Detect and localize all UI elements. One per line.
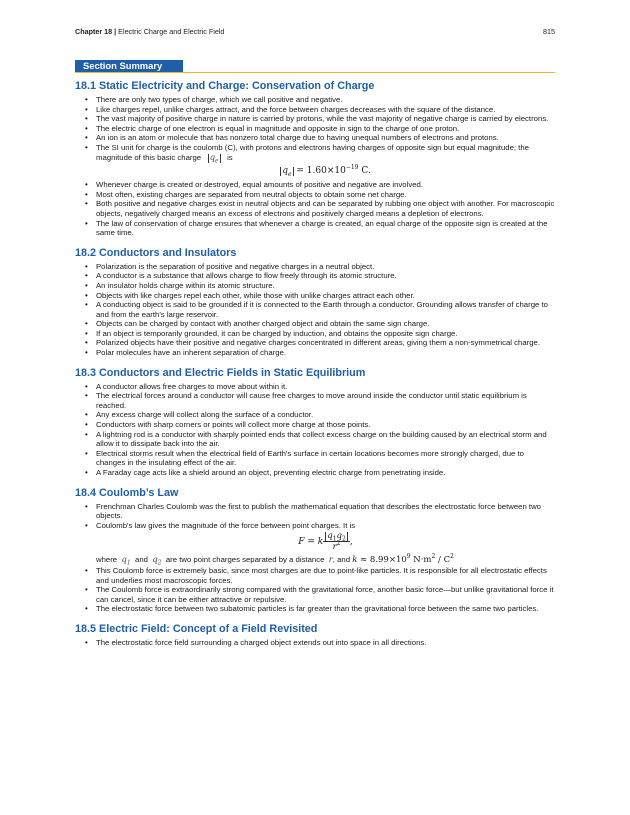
list-item: • A conducting object is said to be grounded if it is connected to the Earth through a conductor. Grounding allows transfer of charge to and from the earth's large reservoir. [75,300,555,319]
section-18-4 [75,487,555,614]
list-item: • The Coulomb force is extraordinarily strong compared with the gravitational force, another basic force—but unlike gravitational force it can cancel, since it can be either attractive or repulsive. [75,585,555,604]
section-18-1 [75,80,555,238]
list-item: • Polarization is the separation of positive and negative charges in a neutral object. [75,262,555,272]
section-title: 18.2 Conductors and Insulators [75,246,237,259]
section-summary-title: Section Summary [75,60,183,72]
page-number: 815 [543,27,555,36]
section-18-3 [75,367,555,478]
list-item: • Like charges repel, unlike charges attract, and the force between charges decreases with the square of the distance. [75,105,555,115]
r-symbol: r [328,555,333,566]
bullet-list [75,262,555,358]
coulomb-formula: F = k $\frac{q_1q_2}{r^2}$ , [298,531,353,553]
list-item: • Any excess charge will collect along the surface of a conductor. [75,410,555,420]
chapter-title: Electric Charge and Electric Field [118,27,225,36]
qe-exponent: −19 [345,164,359,172]
list-item: • If an object is temporarily grounded, it can be charged by induction, and obtains the opposite sign charge. [75,329,555,339]
list-item-text: is [227,152,233,162]
q2-symbol: $q_2$ [152,555,162,568]
section-title: 18.3 Conductors and Electric Fields in Static Equilibrium [75,366,366,379]
bullet-list [75,502,555,614]
list-item: • Both positive and negative charges exist in neutral objects and can be separated by rubbing one object with another. For macroscopic objects, negatively charged means an excess of electrons and positively charged means a depletion of electrons. [75,199,555,218]
section-title: 18.1 Static Electricity and Charge: Conservation of Charge [75,80,375,92]
variable-definitions: where $q_1$ and $q_2$ are two point charges separated by a distance r, and $k \approx 8.99\times 10^9$ $N\cdot m^2 / C^2$ [96,553,454,568]
bullet-list [75,382,555,478]
qe-unit: C. [361,166,371,177]
k-constant: $k \approx 8.99\times 10^9$ $N\cdot m^2 / C^2$ [352,553,454,566]
section-18-2 [75,247,555,358]
list-item [75,143,555,178]
section-title: 18.5 Electric Field: Concept of a Field Revisited [75,622,318,635]
list-item-text: Coulomb's law gives the magnitude of the force between point charges. It is [96,520,356,530]
list-item-text: The SI unit for charge is the coulomb (C), with protons and electrons having charges of opposite sign but equal magnitude; the magnitude of this basic charge [96,142,529,162]
list-item: • Objects can be charged by contact with another charged object and obtain the same sign charge. [75,319,555,329]
list-item: • Objects with like charges repel each other, while those with unlike charges attract each other. [75,291,555,301]
summary-content [75,80,555,648]
list-item: • The vast majority of positive charge in nature is carried by protons, while the vast majority of negative charge is carried by electrons. [75,114,555,124]
list-item: • There are only two types of charge, which we call positive and negative. [75,95,555,105]
list-item: • Frenchman Charles Coulomb was the first to publish the mathematical equation that describes the electrostatic force between two objects. [75,502,555,521]
qe-value: 1.60×10 [306,166,346,177]
list-item: • Electrical storms result when the electrical field of Earth's surface in certain locations becomes more strongly charged, due to changes in the insulating effect of the air. [75,449,555,468]
bullet-list [75,638,555,648]
section-summary-bar [75,60,555,73]
list-item: • Conductors with sharp corners or points will collect more charge at those points. [75,420,555,430]
list-item: • This Coulomb force is extremely basic, since most charges are due to point-like particles. It is responsible for all electrostatic effects and underlies most macroscopic forces. [75,566,555,585]
section-18-5 [75,623,555,648]
list-item: • The electrical forces around a conductor will cause free charges to move around inside the conductor until static equilibrium is reached. [75,391,555,410]
chapter-label: Chapter 18 [75,27,113,36]
q1-symbol: $q_1$ [121,555,131,568]
list-item: • The electric charge of one electron is equal in magnitude and opposite in sign to the charge of one proton. [75,124,555,134]
charge-formula: $q_e = 1.60\times 10^{-19}$ C. [282,164,371,178]
bullet-list [75,95,555,238]
list-item: • The electrostatic force between two subatomic particles is far greater than the gravitational force between the same two particles. [75,604,555,614]
qe-symbol: $q_e$ [209,152,219,165]
chapter-heading [75,27,224,36]
list-item [75,521,555,566]
list-item: • A conductor allows free charges to move about within it. [75,382,555,392]
list-item: • The law of conservation of charge ensures that whenever a charge is created, an equal charge of the opposite sign is created at the same time. [75,219,555,238]
list-item: • The electrostatic force field surrounding a charged object extends out into space in all directions. [75,638,555,648]
list-item: • Most often, existing charges are separated from neutral objects to obtain some net charge. [75,190,555,200]
section-title: 18.4 Coulomb’s Law [75,486,179,499]
list-item: • An ion is an atom or molecule that has nonzero total charge due to having unequal numbers of electrons and protons. [75,133,555,143]
list-item: • A lightning rod is a conductor with sharply pointed ends that collect excess charge on the building caused by an electrical storm and allow it to dissipate back into the air. [75,430,555,449]
list-item: • An insulator holds charge within its atomic structure. [75,281,555,291]
list-item: • Whenever charge is created or destroyed, equal amounts of positive and negative are involved. [75,180,555,190]
list-item: • A conductor is a substance that allows charge to flow freely through its atomic structure. [75,271,555,281]
list-item: • Polarized objects have their positive and negative charges concentrated in different areas, giving them a non-symmetrical charge. [75,338,555,348]
header-separator: | [114,27,117,36]
list-item: • A Faraday cage acts like a shield around an object, preventing electric charge from penetrating inside. [75,468,555,478]
list-item: • Polar molecules have an inherent separation of charge. [75,348,555,358]
